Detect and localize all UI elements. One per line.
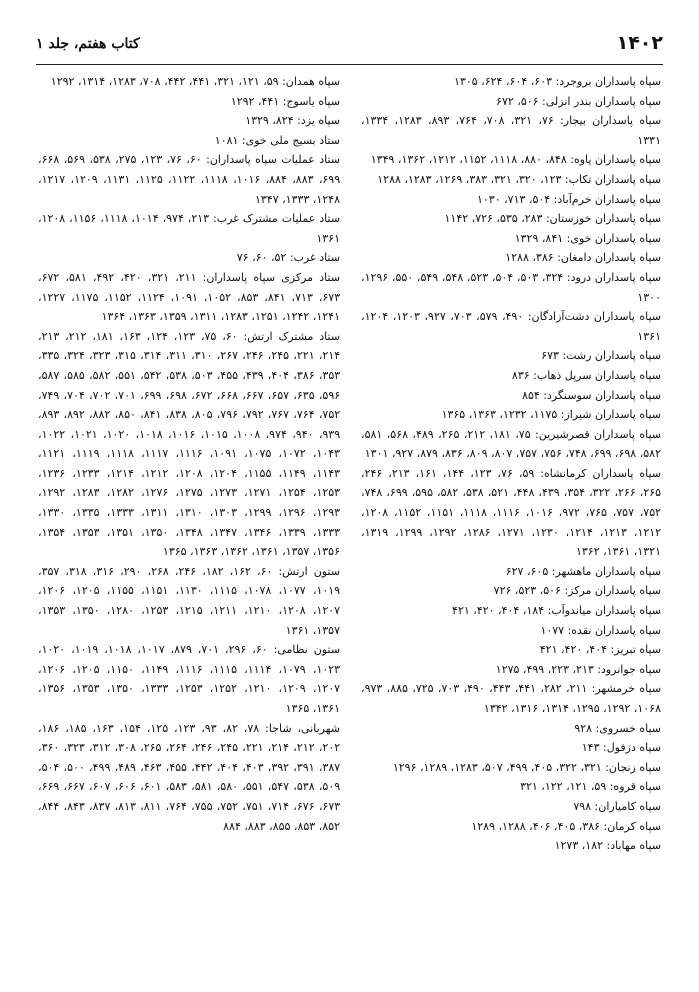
index-entry: سپاه تبریز: ۴۰۴، ۴۲۰، ۴۲۱ [539, 643, 661, 657]
index-entry: سپاه خرمشهر: ۲۱۱، ۲۸۲، ۴۴۱، ۴۴۳، ۴۹۰، ۷۰۳، ۷۲۵، ۸۸۵، ۹۷۳، ۱۰۶۸، ۱۲۹۲، ۱۲۹۵، ۱۳۱۴، ۱۳۱۶، ۱۳۴۲ [361, 682, 662, 715]
index-entry: سپاه پاسداران خرم‌آباد: ۵۰۴، ۷۱۳، ۱۰۳۰ [476, 192, 661, 206]
index-entry: سپاه کرمان: ۳۸۶، ۴۰۵، ۴۰۶، ۱۲۸۸، ۱۲۸۹ [471, 819, 661, 833]
index-entry: سپاه خسروی: ۹۲۸ [574, 721, 661, 735]
index-entry: سپاه کامیاران: ۷۹۸ [573, 799, 661, 813]
index-entry: سپاه پاسداران خوی: ۸۴۱، ۱۳۲۹ [514, 231, 661, 245]
index-entry: ستون نظامی: ۶۰، ۲۹۶، ۷۰۱، ۸۷۹، ۱۰۱۷، ۱۰۱۸، ۱۰۱۹، ۱۰۲۰، ۱۰۲۳، ۱۰۷۹، ۱۱۱۴، ۱۱۱۵، ۱۱۱۶، ۱۱۴۹، ۱۱۵۰، ۱۲۰۵، ۱۲۰۶، ۱۲۰۷، ۱۲۰۹، ۱۲۱۰، ۱۲۵۲، ۱۲۵۳، ۱۳۳۳، ۱۳۵۰، ۱۳۵۳، ۱۳۵۶، ۱۳۶۱، ۱۳۶۵ [38, 643, 341, 715]
index-entry: سپاه زنجان: ۳۲۱، ۳۲۲، ۴۰۵، ۴۹۹، ۵۰۷، ۱۲۸۳، ۱۲۸۹، ۱۲۹۶ [392, 760, 661, 774]
index-entry: سپاه پاسداران دامغان: ۳۸۶، ۱۲۸۸ [505, 251, 661, 265]
index-entry: سپاه پاسداران کرمانشاه: ۵۹، ۷۶، ۱۲۳، ۱۴۴، ۱۶۱، ۲۱۳، ۲۴۶، ۲۶۵، ۲۶۶، ۳۲۲، ۳۵۴، ۴۳۹، ۴۴۸، ۵۲۱، ۵۳۸، ۵۸۲، ۵۹۵، ۶۹۹، ۷۴۸، ۷۵۲، ۷۵۷، ۷۶۵، ۹۷۲، ۱۰۱۶، ۱۱۱۶، ۱۱۱۸، ۱۱۵۱، ۱۱۵۲، ۱۲۰۸، ۱۲۱۲، ۱۲۱۳، ۱۲۱۴، ۱۲۳۰، ۱۲۷۱، ۱۲۸۶، ۱۲۹۲، ۱۲۹۹، ۱۳۱۹، ۱۳۲۱، ۱۳۶۱، ۱۳۶۲ [361, 466, 662, 559]
index-entry: ستون ارتش: ۶۰، ۱۶۲، ۱۸۲، ۲۴۶، ۲۶۸، ۲۹۰، ۳۱۶، ۳۱۸، ۳۵۷، ۱۰۱۹، ۱۰۷۷، ۱۰۷۸، ۱۱۱۵، ۱۱۳۰، ۱۱۵۱، ۱۱۵۵، ۱۲۰۵، ۱۲۰۶، ۱۲۰۷، ۱۲۰۸، ۱۲۱۰، ۱۲۱۱، ۱۲۱۵، ۱۲۵۳، ۱۲۸۰، ۱۳۵۰، ۱۳۵۳، ۱۳۵۷، ۱۳۶۱ [38, 564, 341, 637]
index-entry: سپاه دزفول: ۱۴۳ [581, 741, 661, 755]
index-entry: سپاه جوانرود: ۲۱۳، ۲۲۳، ۴۹۹، ۱۲۷۵ [495, 662, 661, 676]
index-entry: سپاه پاسداران تکاب: ۱۲۳، ۳۲۰، ۳۲۱، ۳۸۳، ۱۲۶۹، ۱۲۸۳، ۱۲۸۸ [377, 172, 661, 186]
index-entry: سپاه قروه: ۵۹، ۱۲۱، ۱۲۲، ۳۲۱ [520, 780, 661, 794]
index-column-left [38, 72, 340, 836]
index-entry: سپاه پاسداران بندر انزلی: ۵۰۶، ۶۷۲ [496, 94, 661, 108]
index-entry: سپاه پاسداران رشت: ۶۷۳ [541, 349, 661, 363]
index-entry: سپاه پاسداران پاوه: ۸۴۸، ۸۸۰، ۱۱۱۸، ۱۱۵۲، ۱۲۱۲، ۱۳۶۲، ۱۳۴۹ [370, 153, 661, 167]
index-entry: سپاه یزد: ۸۲۴، ۱۳۲۹ [245, 114, 340, 128]
index-entry: سپاه مهاباد: ۱۸۲، ۱۲۷۳ [554, 839, 661, 853]
index-entry: شهربانی، شاجا: ۷۸، ۸۲، ۹۳، ۱۲۳، ۱۲۵، ۱۵۴، ۱۶۳، ۱۸۵، ۱۸۶، ۲۰۲، ۲۱۲، ۲۱۴، ۲۲۱، ۲۴۵، ۲۴۶، ۲۶۴، ۲۶۵، ۳۰۸، ۳۱۲، ۳۲۳، ۳۶۰، ۳۸۷، ۳۹۱، ۳۹۲، ۴۰۳، ۴۰۴، ۴۴۲، ۴۵۵، ۴۶۳، ۴۸۹، ۴۹۹، ۵۰۰، ۵۰۴، ۵۰۹، ۵۳۸، ۵۴۷، ۵۵۱، ۵۸۰، ۵۸۱، ۵۸۳، ۶۰۱، ۶۰۶، ۶۰۷، ۶۶۷، ۶۶۹، ۶۷۳، ۶۷۶، ۷۱۴، ۷۵۱، ۷۵۲، ۷۵۵، ۷۶۴، ۸۱۱، ۸۱۳، ۸۳۷، ۸۴۳، ۸۴۴، ۸۵۲، ۸۵۳، ۸۵۵، ۸۸۳، ۸۸۴ [38, 721, 341, 833]
index-entry: سپاه پاسداران نقده: ۱۰۷۷ [540, 623, 661, 637]
index-entry: سپاه همدان: ۵۹، ۱۲۱، ۳۲۱، ۴۴۱، ۴۴۲، ۷۰۸، ۱۲۸۳، ۱۳۱۴، ۱۲۹۲ [50, 75, 340, 88]
index-entry: ستاد عملیات سپاه پاسداران: ۶۰، ۷۶، ۱۲۳، ۲۷۵، ۵۳۸، ۵۶۹، ۶۶۸، ۶۹۹، ۸۸۳، ۸۸۴، ۱۰۱۶، ۱۱۱۸، ۱۱۲۲، ۱۱۲۵، ۱۱۳۱، ۱۲۰۹، ۱۲۱۷، ۱۲۴۸، ۱۳۳۳، ۱۳۴۷ [38, 153, 341, 206]
index-entry: سپاه پاسداران خوزستان: ۲۸۳، ۵۳۵، ۷۲۶، ۱۱۴۲ [444, 212, 661, 226]
index-column-right [361, 72, 661, 856]
index-entry: سپاه پاسداران دشت‌آزادگان: ۴۹۰، ۵۷۹، ۷۰۳، ۹۲۷، ۱۲۰۳، ۱۲۰۴، ۱۳۶۱ [361, 310, 662, 343]
index-entry: ستاد عملیات مشترک غرب: ۲۱۳، ۹۷۴، ۱۰۱۴، ۱۱۱۸، ۱۱۵۶، ۱۲۰۸، ۱۳۶۱ [38, 212, 341, 245]
index-entry: سپاه یاسوج: ۴۴۱، ۱۲۹۲ [230, 94, 340, 108]
index-entry: سپاه پاسداران قصرشیرین: ۷۵، ۱۸۱، ۲۱۲، ۲۶۵، ۴۸۹، ۵۶۸، ۵۸۱، ۵۸۲، ۶۹۸، ۶۹۹، ۷۴۸، ۷۵۶، ۷۵۷، ۸۰۷، ۸۰۹، ۸۳۶، ۸۷۹، ۹۲۷، ۱۳۰۱ [361, 427, 662, 461]
index-entry: سپاه پاسداران شیراز: ۱۱۷۵، ۱۲۳۲، ۱۳۶۳، ۱۳۶۵ [441, 408, 661, 422]
index-entry: سپاه پاسداران بروجرد: ۶۰۳، ۶۰۴، ۶۲۴، ۱۳۰۵ [454, 75, 661, 88]
index-entry: ستاد مشترک ارتش: ۶۰، ۷۵، ۱۲۳، ۱۲۴، ۱۶۳، ۱۸۱، ۲۱۲، ۲۱۳، ۲۱۴، ۲۲۱، ۲۴۵، ۲۴۶، ۲۶۷، ۳۱۰، ۳۱۱، ۳۱۴، ۳۱۵، ۳۲۳، ۳۲۴، ۳۳۵، ۳۵۳، ۳۸۶، ۴۰۴، ۴۳۹، ۴۵۵، ۵۰۳، ۵۳۸، ۵۴۲، ۵۵۱، ۵۸۲، ۵۸۵، ۵۸۷، ۵۹۶، ۶۳۵، ۶۵۷، ۶۶۷، ۶۶۸، ۶۷۲، ۶۹۸، ۶۹۹، ۷۰۱، ۷۰۲، ۷۰۴، ۷۴۹، ۷۵۲، ۷۶۴، ۷۶۷، ۷۹۲، ۷۹۶، ۸۰۵، ۸۳۸، ۸۴۱، ۸۵۰، ۸۸۲، ۸۹۲، ۸۹۳، ۹۳۹، ۹۴۰، ۹۷۴، ۱۰۰۸، ۱۰۱۵، ۱۰۱۶، ۱۰۱۸، ۱۰۲۰، ۱۰۲۱، ۱۰۲۲، ۱۰۴۳، ۱۰۷۲، ۱۰۷۵، ۱۰۹۱، ۱۱۱۶، ۱۱۱۷، ۱۱۱۸، ۱۱۱۹، ۱۱۲۱، ۱۱۴۳، ۱۱۴۹، ۱۱۵۵، ۱۲۰۴، ۱۲۰۸، ۱۲۱۲، ۱۲۱۴، ۱۲۳۳، ۱۲۳۶، ۱۲۵۳، ۱۲۵۴، ۱۲۷۱، ۱۲۷۳، ۱۲۷۵، ۱۲۷۶، ۱۲۸۲، ۱۲۸۳، ۱۲۹۲، ۱۲۹۳، ۱۲۹۶، ۱۲۹۹، ۱۳۰۳، ۱۳۱۰، ۱۳۱۱، ۱۳۳۳، ۱۳۳۵، ۱۳۳۰، ۱۳۳۳، ۱۳۳۹، ۱۳۴۶، ۱۳۴۷، ۱۳۴۸، ۱۳۵۰، ۱۳۵۱، ۱۳۵۳، ۱۳۵۴، ۱۳۵۶، ۱۳۵۷، ۱۳۶۱، ۱۳۶۲، ۱۳۶۳، ۱۳۶۵ [38, 329, 341, 559]
index-entry: ستاد مرکزی سپاه پاسداران: ۲۱۱، ۳۲۱، ۴۲۰، ۴۹۲، ۵۸۱، ۶۷۲، ۶۷۳، ۷۱۳، ۸۴۱، ۸۵۳، ۱۰۵۲، ۱۰۹۱، ۱۱۲۴، ۱۱۵۲، ۱۱۷۵، ۱۲۲۷، ۱۲۴۱، ۱۲۴۲، ۱۲۵۱، ۱۲۸۳، ۱۳۱۱، ۱۳۵۹، ۱۳۶۳، ۱۳۶۴ [38, 270, 341, 324]
index-entry: ستاد غرب: ۵۲، ۶۰، ۷۶ [236, 251, 340, 265]
index-entry: سپاه پاسداران سرپل ذهاب: ۸۳۶ [511, 368, 661, 382]
index-entry: سپاه پاسداران درود: ۳۲۴، ۵۰۳، ۵۰۴، ۵۲۳، ۵۴۸، ۵۴۹، ۵۵۰، ۱۲۹۶، ۱۳۰۰ [361, 270, 662, 304]
index-entry: سپاه پاسداران مرکز: ۵۰۶، ۵۲۳، ۷۲۶ [493, 584, 661, 598]
index-entry: سپاه پاسداران ماهشهر: ۶۰۵، ۶۲۷ [505, 564, 661, 578]
page-header [36, 30, 663, 65]
index-entry: ستاد بسیج ملی خوی: ۱۰۸۱ [214, 133, 340, 147]
index-entry: سپاه پاسداران میاندوآب: ۱۸۴، ۴۰۴، ۴۲۰، ۴۲۱ [452, 604, 661, 618]
page-number: ۱۴۰۲ [616, 32, 663, 54]
index-entry: سپاه پاسداران بیجار: ۷۶، ۳۲۱، ۷۰۸، ۷۶۴، ۸۹۳، ۱۲۸۳، ۱۳۳۴، ۱۳۳۱ [361, 114, 662, 147]
book-title: کتاب هفتم، جلد ۱ [36, 36, 140, 52]
index-entry: سپاه پاسداران سوسنگرد: ۸۵۴ [522, 388, 661, 402]
